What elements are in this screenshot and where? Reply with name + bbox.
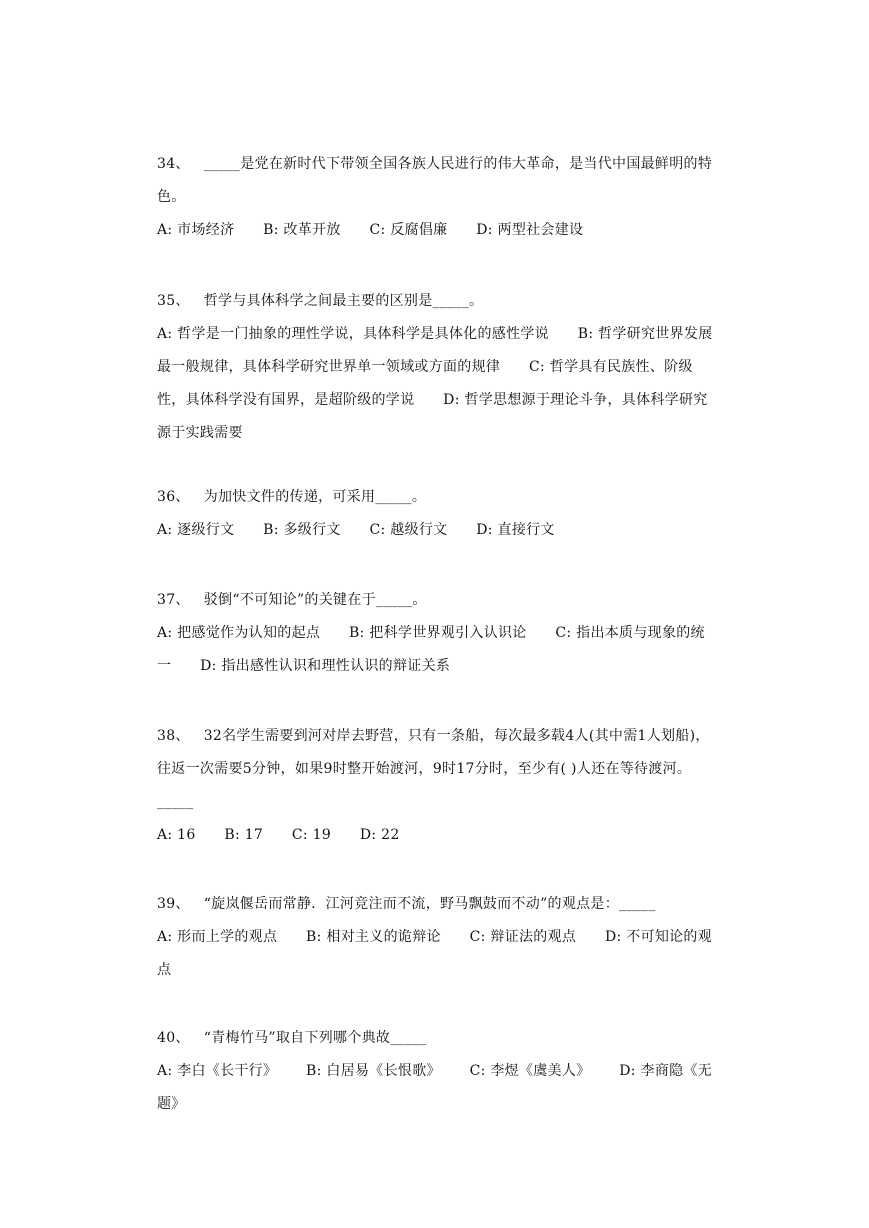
- option-a: A: 把感觉作为认知的起点: [157, 625, 321, 641]
- option-d: D: 直接行文: [476, 522, 555, 538]
- option-c: C: 指出本质与现象的统一: [157, 625, 705, 674]
- question-text: 32名学生需要到河对岸去野营，只有一条船，每次最多载4人(其中需1人划船)，往返一次需要5分钟，如果9时整开始渡河，9时17分时，至少有( )人还在等待渡河。_____: [157, 728, 710, 810]
- option-a: A: 形而上学的观点: [157, 929, 278, 945]
- question-stem: [157, 285, 717, 318]
- option-d: D: 哲学思想源于理论斗争，具体科学研究源于实践需要: [157, 392, 708, 441]
- question-options: [157, 214, 717, 247]
- question-options: [157, 1055, 717, 1121]
- question-text: 驳倒“不可知论”的关键在于_____。: [203, 592, 427, 608]
- option-a: A: 逐级行文: [157, 522, 235, 538]
- question-text: _____是党在新时代下带领全国各族人民进行的伟大革命，是当代中国最鲜明的特色。: [157, 156, 713, 205]
- option-c: C: 越级行文: [369, 522, 448, 538]
- question-35: [157, 285, 717, 450]
- question-stem: [157, 1022, 717, 1055]
- question-stem: [157, 888, 717, 921]
- question-number: 38、: [157, 728, 190, 744]
- question-number: 39、: [157, 896, 190, 912]
- option-c: C: 哲学具有民族性、阶级性，具体科学没有国界，是超阶级的学说: [157, 359, 693, 408]
- question-stem: [157, 720, 717, 819]
- question-number: 36、: [157, 489, 190, 505]
- question-text: “旋岚偃岳而常静．江河竞注而不流，野马飘鼓而不动”的观点是：_____: [203, 896, 656, 912]
- question-stem: [157, 584, 717, 617]
- question-text: 哲学与具体科学之间最主要的区别是_____。: [203, 293, 484, 309]
- option-d: D: 22: [359, 827, 400, 843]
- option-a: A: 16: [157, 827, 196, 843]
- question-37: [157, 584, 717, 683]
- question-number: 40、: [157, 1030, 190, 1046]
- option-c: C: 李煜《虞美人》: [469, 1063, 591, 1079]
- question-options: [157, 819, 717, 852]
- question-number: 37、: [157, 592, 190, 608]
- question-text: “青梅竹马”取自下列哪个典故_____: [203, 1030, 427, 1046]
- question-40: [157, 1022, 717, 1121]
- option-c: C: 19: [291, 827, 332, 843]
- question-options: [157, 318, 717, 450]
- option-c: C: 反腐倡廉: [369, 222, 448, 238]
- option-b: B: 哲学研究世界发展最一般规律，具体科学研究世界单一领域或方面的规律: [157, 326, 713, 375]
- question-38: [157, 720, 717, 852]
- question-39: [157, 888, 717, 987]
- option-c: C: 辩证法的观点: [469, 929, 577, 945]
- option-b: B: 白居易《长恨歌》: [306, 1063, 441, 1079]
- question-text: 为加快文件的传递，可采用_____。: [203, 489, 427, 505]
- option-a: A: 市场经济: [157, 222, 235, 238]
- option-b: B: 把科学世界观引入认识论: [348, 625, 527, 641]
- question-number: 35、: [157, 293, 190, 309]
- option-a: A: 李白《长干行》: [157, 1063, 278, 1079]
- question-stem: [157, 148, 717, 214]
- question-options: [157, 921, 717, 987]
- option-a: A: 哲学是一门抽象的理性学说，具体科学是具体化的感性学说: [157, 326, 549, 342]
- question-stem: [157, 481, 717, 514]
- option-d: D: 李商隐《无题》: [157, 1063, 713, 1112]
- question-34: [157, 148, 717, 247]
- option-b: B: 相对主义的诡辩论: [306, 929, 441, 945]
- question-options: [157, 514, 717, 547]
- option-b: B: 17: [224, 827, 264, 843]
- question-36: [157, 481, 717, 547]
- option-d: D: 不可知论的观点: [157, 929, 713, 978]
- option-d: D: 指出感性认识和理性认识的辩证关系: [200, 658, 451, 674]
- question-options: [157, 617, 717, 683]
- option-b: B: 改革开放: [263, 222, 341, 238]
- option-d: D: 两型社会建设: [476, 222, 584, 238]
- question-number: 34、: [157, 156, 190, 172]
- option-b: B: 多级行文: [263, 522, 341, 538]
